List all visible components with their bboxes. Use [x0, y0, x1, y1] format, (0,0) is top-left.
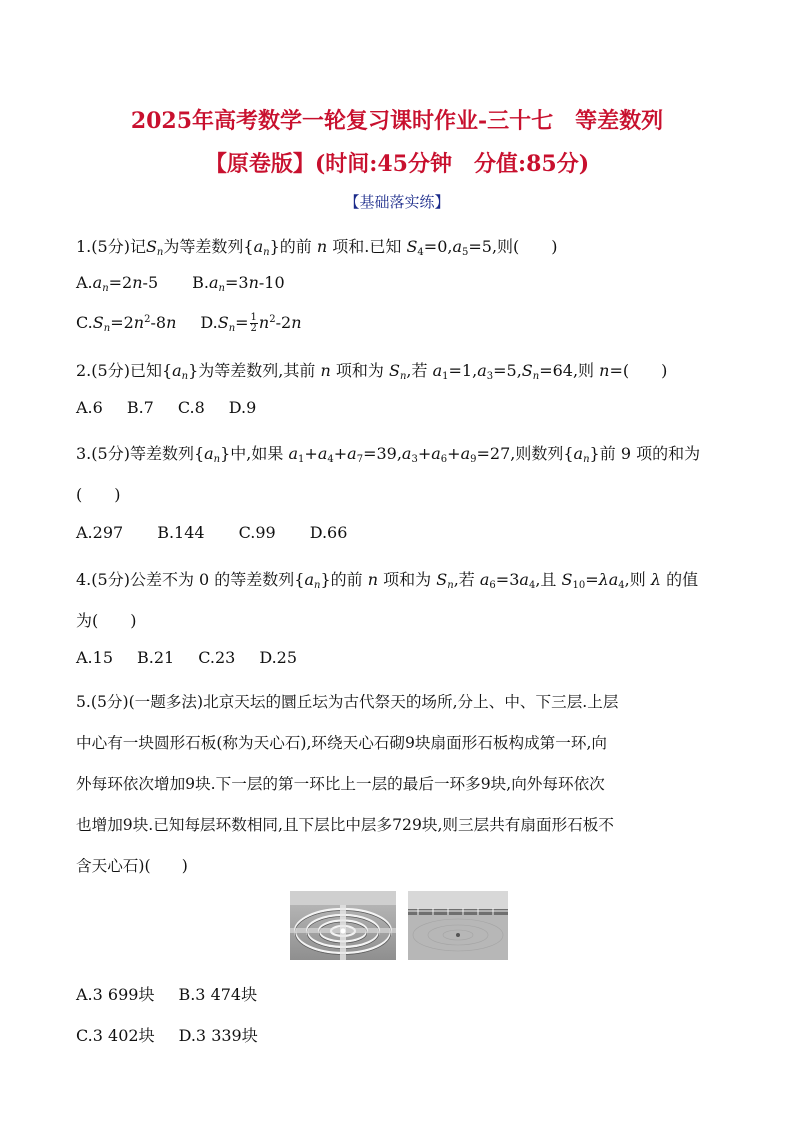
section-label: 【基础落实练】: [344, 193, 450, 211]
page-title: 2025年高考数学一轮复习课时作业-三十七 等差数列: [130, 108, 664, 134]
option-c[interactable]: C.99: [238, 523, 276, 542]
question-4-stem: 4.(5分)公差不为 0 的等差数列$\{a_n\}$的前 n 项和为 $S_n$,若 $a_6=3a_4$,且 $S_{10}=\lambda a_4$,则 λ 的值: [76, 570, 699, 591]
question-number: 1.(5分): [76, 237, 130, 256]
altar-ground-photo: [408, 891, 508, 960]
option-a[interactable]: A.15: [76, 648, 113, 667]
question-4-stem-cont: 为( ): [76, 611, 137, 630]
question-5-stem-line3: 外每环依次增加9块.下一层的第一环比上一层的最后一环多9块,向外每环依次: [76, 775, 605, 793]
fraction-one-half: $\frac{1}{2}$: [250, 312, 257, 334]
option-b[interactable]: B.21: [137, 648, 175, 667]
question-1-options-row1: [76, 273, 285, 292]
option-d[interactable]: D.66: [309, 523, 348, 542]
option-b[interactable]: B.3 474块: [178, 985, 258, 1004]
option-a[interactable]: A.6: [76, 398, 103, 417]
page-subtitle: 【原卷版】(时间:45分钟 分值:85分): [204, 151, 590, 177]
option-a[interactable]: A.3 699块: [76, 985, 155, 1004]
option-b[interactable]: B.144: [157, 523, 205, 542]
option-b[interactable]: $B.a_n=3n-10$: [192, 273, 285, 294]
option-a[interactable]: A.297: [76, 523, 124, 542]
option-c[interactable]: C.3 402块: [76, 1026, 155, 1045]
altar-aerial-photo: [290, 891, 396, 960]
option-d[interactable]: $D.S_n=$ $\frac{1}{2}$ $n^2-2n$: [200, 312, 302, 334]
question-5-options-row2: [76, 1023, 258, 1046]
option-b[interactable]: B.7: [126, 398, 154, 417]
option-d[interactable]: D.9: [228, 398, 257, 417]
option-d[interactable]: D.25: [259, 648, 298, 667]
question-5-stem-line2: 中心有一块圆形石板(称为天心石),环绕天心石砌9块扇面形石板构成第一环,向: [76, 734, 608, 752]
question-1-stem: 1.(5分)记$S_n$为等差数列$\{a_n\}$的前 n 项和.已知 $S_4=0,a_5=5$,则( ): [76, 237, 558, 258]
question-2-stem: 2.(5分)已知$\{a_n\}$为等差数列,其前 n 项和为 $S_n$,若 $a_1=1,a_3=5,S_n=64$,则 n=( ): [76, 361, 668, 382]
question-3-stem: 3.(5分)等差数列$\{a_n\}$中,如果 $a_1+a_4+a_7=39,a_3+a_6+a_9=27$,则数列$\{a_n\}$前 9 项的和为: [76, 444, 701, 465]
option-c[interactable]: C.8: [177, 398, 205, 417]
question-3-options: [76, 523, 347, 542]
question-5-stem-line5: 含天心石)( ): [76, 857, 188, 875]
option-d[interactable]: D.3 339块: [178, 1026, 258, 1045]
question-5-stem-line4: 也增加9块.已知每层环数相同,且下层比中层多729块,则三层共有扇面形石板不: [76, 816, 614, 834]
option-c[interactable]: $C.S_n=2n^2-8n$: [76, 313, 177, 334]
option-c[interactable]: C.23: [198, 648, 236, 667]
question-4-options: [76, 648, 297, 667]
question-2-options: [76, 398, 256, 417]
question-5-options-row1: [76, 982, 257, 1005]
question-5-stem-line1: 5.(5分)(一题多法)北京天坛的圜丘坛为古代祭天的场所,分上、中、下三层.上层: [76, 693, 619, 711]
question-3-stem-cont: ( ): [76, 485, 121, 504]
option-a[interactable]: $A.a_n=2n-5$: [76, 273, 159, 294]
question-1-options-row2: [76, 313, 302, 334]
